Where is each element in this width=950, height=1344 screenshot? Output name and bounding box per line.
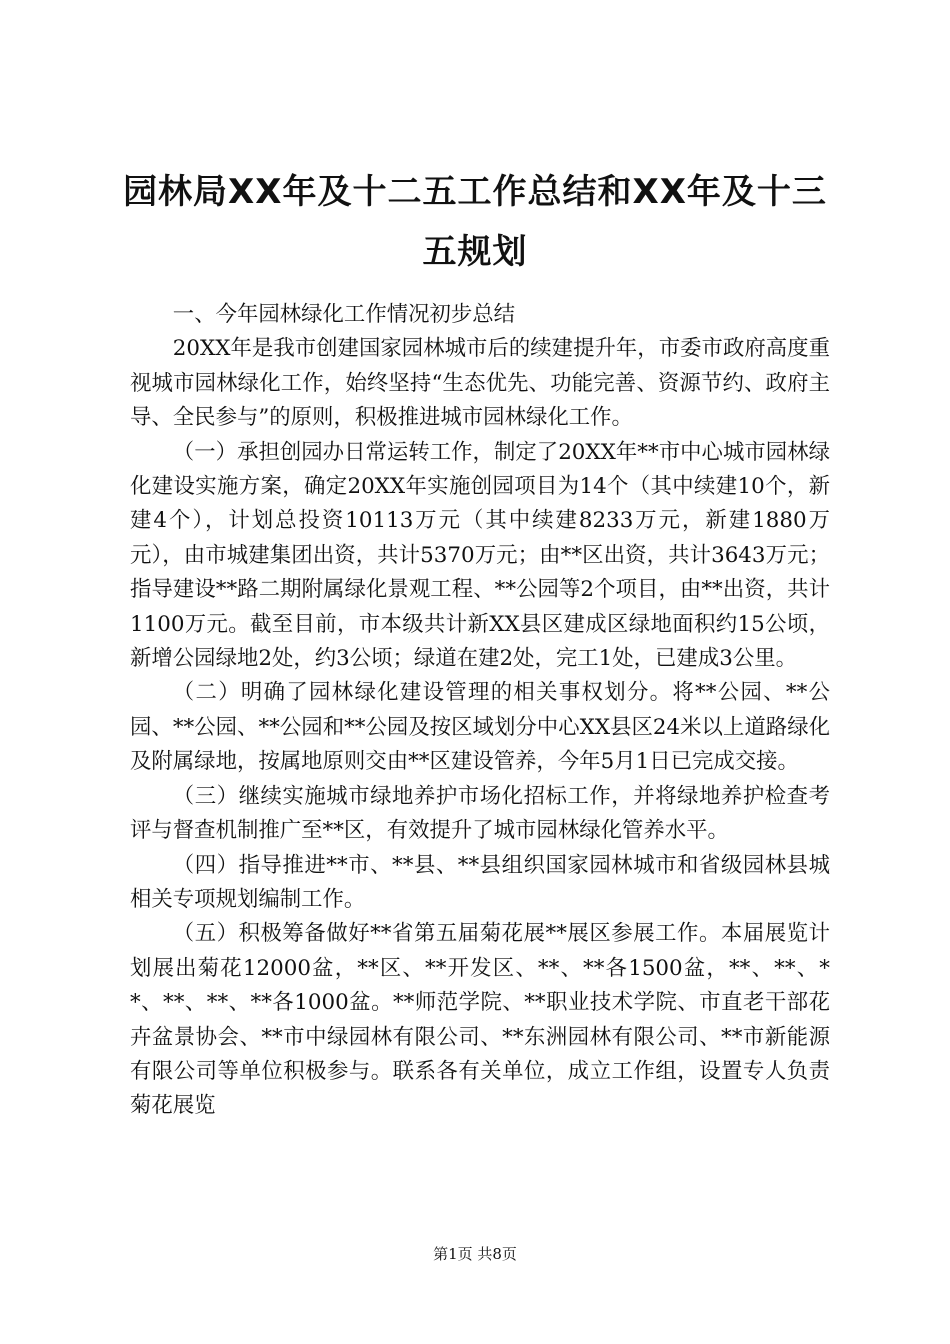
paragraph-item-2: （二）明确了园林绿化建设管理的相关事权划分。将**公园、**公园、**公园、**公园和**公园及按区域划分中心XX县区24米以上道路绿化及附属绿地，按属地原则交由**区建设管养，今年5月1日已完成交接。 [130,680,830,775]
paragraph-item-3: （三）继续实施城市绿地养护市场化招标工作，并将绿地养护检查考评与督查机制推广至**区，有效提升了城市园林绿化管养水平。 [130,783,830,844]
page-footer: 第1页 共8页 [433,1245,517,1263]
page-title: 园林局XX年及十二五工作总结和XX年及十三五规划 [123,172,827,272]
paragraph-intro: 20XX年是我市创建国家园林城市后的续建提升年，市委市政府高度重视城市园林绿化工作，始终坚持“生态优先、功能完善、资源节约、政府主导、全民参与”的原则，积极推进城市园林绿化工作。 [130,336,830,431]
paragraph-item-1: （一）承担创园办日常运转工作，制定了20XX年**市中心城市园林绿化建设实施方案，确定20XX年实施创园项目为14个（其中续建10个，新建4个），计划总投资10113万元（其中续建8233万元，新建1880万元），由市城建集团出资，共计5370万元；由**区出资，共计3643万元；指导建设**路二期附属绿化景观工程、**公园等2个项目，由**出资，共计1100万元。截至目前，市本级共计新XX县区建成区绿地面积约15公顷，新增公园绿地2处，约3公顷；绿道在建2处，完工1处，已建成3公里。 [130,439,830,672]
paragraph-item-5: （五）积极筹备做好**省第五届菊花展**展区参展工作。本届展览计划展出菊花12000盆，**区、**开发区、**、**各1500盆，**、**、**、**、**、**各1000盆。**师范学院、**职业技术学院、市直老干部花卉盆景协会、**市中绿园林有限公司、**东洲园林有限公司、**市新能源有限公司等单位积极参与。联系各有关单位，成立工作组，设置专人负责菊花展览 [130,921,830,1119]
document-body [130,298,830,1124]
paragraph-item-4: （四）指导推进**市、**县、**县组织国家园林城市和省级园林县城相关专项规划编制工作。 [130,852,830,912]
section-heading: 一、今年园林绿化工作情况初步总结 [172,302,516,327]
